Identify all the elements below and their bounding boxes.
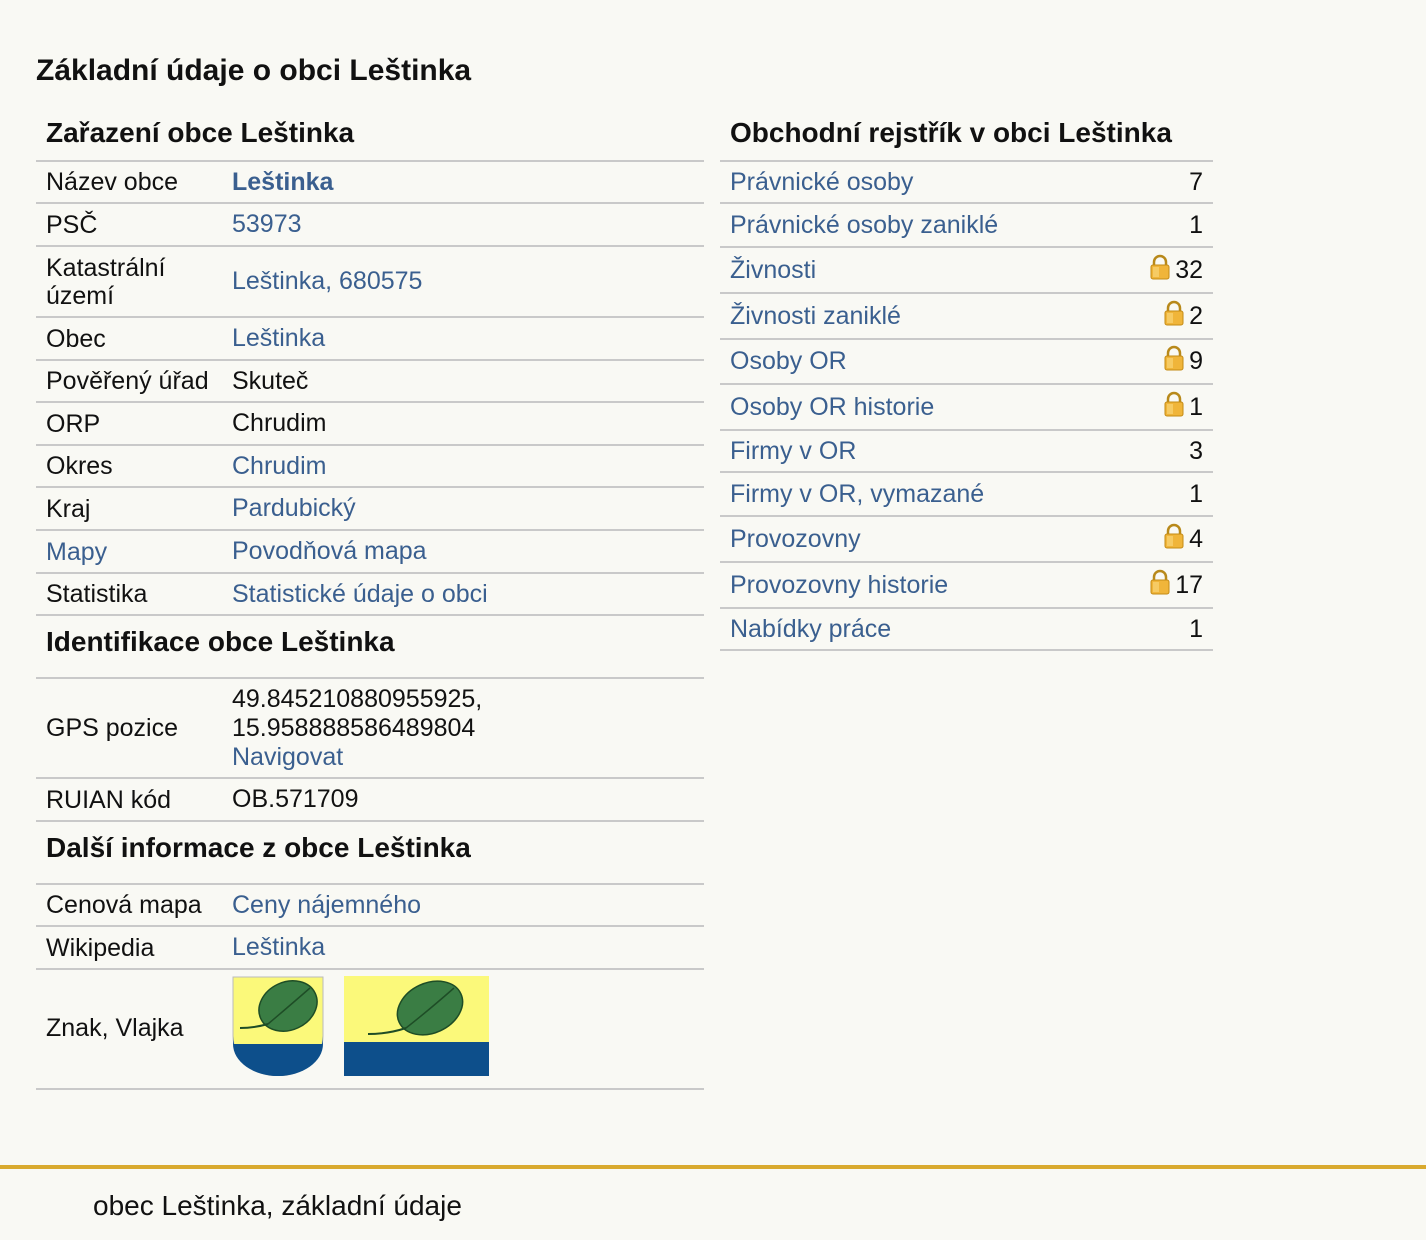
rejstrik-count-wrap — [1149, 569, 1203, 602]
row-key: Okres — [46, 452, 113, 480]
lock-icon — [1149, 254, 1171, 287]
dalsi-heading: Další informace z obce Leštinka — [36, 822, 704, 885]
lock-icon — [1163, 523, 1185, 556]
rejstrik-count-wrap — [1163, 345, 1203, 378]
rejstrik-count: 1 — [1189, 614, 1203, 643]
identifikace-heading: Identifikace obce Leštinka — [36, 616, 704, 679]
row-key: PSČ — [46, 210, 98, 239]
row-gps — [36, 679, 704, 779]
row-orp — [36, 403, 704, 446]
left-column — [36, 112, 704, 1090]
lock-icon — [1149, 569, 1171, 602]
row-key: Název obce — [46, 168, 179, 196]
row-mapy — [36, 531, 704, 574]
rejstrik-count-wrap — [1149, 254, 1203, 287]
rejstrik-link[interactable]: Právnické osoby — [730, 167, 914, 196]
rejstrik-count: 32 — [1175, 255, 1203, 284]
lock-icon — [1163, 300, 1185, 333]
rejstrik-count-wrap — [1163, 523, 1203, 556]
rejstrik-count-wrap — [1189, 168, 1203, 197]
row-statistika — [36, 574, 704, 616]
rejstrik-count-wrap — [1189, 437, 1203, 466]
povereny-urad-value: Skuteč — [232, 366, 309, 395]
rejstrik-link[interactable]: Provozovny historie — [730, 570, 949, 599]
lock-icon — [1163, 345, 1185, 378]
rejstrik-link[interactable]: Živnosti — [730, 255, 817, 284]
rejstrik-row — [720, 563, 1213, 609]
obec-link[interactable]: Leštinka — [232, 324, 326, 352]
row-key: Znak, Vlajka — [46, 1014, 184, 1042]
rejstrik-row — [720, 340, 1213, 385]
rejstrik-heading: Obchodní rejstřík v obci Leštinka — [720, 112, 1213, 162]
row-povereny-urad — [36, 361, 704, 403]
flag-image[interactable] — [344, 976, 489, 1076]
rejstrik-link[interactable]: Právnické osoby zaniklé — [730, 210, 999, 239]
rejstrik-link[interactable]: Osoby OR — [730, 347, 847, 375]
rejstrik-count-wrap — [1163, 391, 1203, 424]
rejstrik-count: 7 — [1189, 167, 1203, 196]
row-psc — [36, 204, 704, 247]
povodnova-mapa-link[interactable]: Povodňová mapa — [232, 537, 427, 565]
kraj-link[interactable]: Pardubický — [232, 494, 356, 522]
gps-longitude: 15.958888586489804 — [232, 713, 476, 742]
rejstrik-row — [720, 162, 1213, 204]
rejstrik-link[interactable]: Nabídky práce — [730, 614, 892, 643]
rejstrik-row — [720, 248, 1213, 294]
rejstrik-row — [720, 385, 1213, 431]
rejstrik-row — [720, 609, 1213, 651]
row-key: Katastrální území — [46, 253, 166, 310]
rejstrik-count-wrap — [1189, 480, 1203, 509]
statisticke-udaje-link[interactable]: Statistické údaje o obci — [232, 579, 488, 608]
rejstrik-count: 9 — [1189, 347, 1203, 375]
rejstrik-link[interactable]: Provozovny — [730, 524, 861, 553]
gps-latitude: 49.845210880955925, — [232, 684, 483, 713]
rejstrik-count: 4 — [1189, 524, 1203, 553]
coat-of-arms-image[interactable] — [232, 976, 324, 1076]
rejstrik-link[interactable]: Živnosti zaniklé — [730, 301, 901, 330]
rejstrik-link[interactable]: Firmy v OR — [730, 436, 857, 465]
row-key: Wikipedia — [46, 933, 155, 962]
ceny-najemneho-link[interactable]: Ceny nájemného — [232, 890, 422, 919]
okres-link[interactable]: Chrudim — [232, 451, 327, 480]
row-kraj — [36, 488, 704, 531]
rejstrik-row — [720, 204, 1213, 248]
navigovat-link[interactable]: Navigovat — [232, 742, 344, 771]
rejstrik-link[interactable]: Firmy v OR, vymazané — [730, 479, 985, 508]
rejstrik-count: 2 — [1189, 301, 1203, 330]
row-wikipedia — [36, 927, 704, 970]
rejstrik-count-wrap — [1189, 211, 1203, 240]
row-key: Kraj — [46, 494, 91, 523]
zarazeni-heading: Zařazení obce Leštinka — [36, 112, 704, 162]
psc-link[interactable]: 53973 — [232, 210, 302, 238]
row-znak-vlajka — [36, 970, 704, 1090]
rejstrik-row — [720, 294, 1213, 340]
row-obec — [36, 318, 704, 361]
lock-icon — [1163, 391, 1185, 424]
rejstrik-count: 3 — [1189, 436, 1203, 465]
footer-divider — [0, 1165, 1426, 1169]
row-key: Statistika — [46, 580, 148, 608]
rejstrik-row — [720, 517, 1213, 563]
row-key: GPS pozice — [46, 714, 179, 742]
row-okres — [36, 446, 704, 488]
row-key: Pověřený úřad — [46, 367, 209, 395]
row-cenova-mapa — [36, 885, 704, 927]
rejstrik-row — [720, 431, 1213, 473]
rejstrik-count-wrap — [1189, 615, 1203, 644]
rejstrik-count: 17 — [1175, 570, 1203, 599]
nazev-obce-link[interactable]: Leštinka — [232, 167, 334, 196]
rejstrik-link[interactable]: Osoby OR historie — [730, 392, 935, 421]
rejstrik-count-wrap — [1163, 300, 1203, 333]
row-key: ORP — [46, 409, 101, 438]
katastralni-uzemi-link[interactable]: Leštinka, 680575 — [232, 267, 423, 295]
row-key: Obec — [46, 324, 106, 353]
orp-value: Chrudim — [232, 409, 327, 437]
right-column — [720, 112, 1213, 651]
rejstrik-row — [720, 473, 1213, 517]
rejstrik-count: 1 — [1189, 479, 1203, 508]
footer-text: obec Leštinka, základní údaje — [93, 1190, 462, 1221]
rejstrik-count: 1 — [1189, 210, 1203, 239]
rejstrik-list — [720, 162, 1213, 651]
rejstrik-count: 1 — [1189, 392, 1203, 421]
row-katastralni-uzemi — [36, 247, 704, 318]
mapy-link[interactable]: Mapy — [46, 537, 108, 566]
page-title: Základní údaje o obci Leštinka — [36, 54, 472, 87]
row-key: RUIAN kód — [46, 785, 172, 814]
row-key: Cenová mapa — [46, 891, 202, 919]
row-nazev-obce — [36, 162, 704, 204]
row-ruian — [36, 779, 704, 822]
ruian-value: OB.571709 — [232, 785, 359, 813]
wikipedia-link[interactable]: Leštinka — [232, 933, 326, 961]
